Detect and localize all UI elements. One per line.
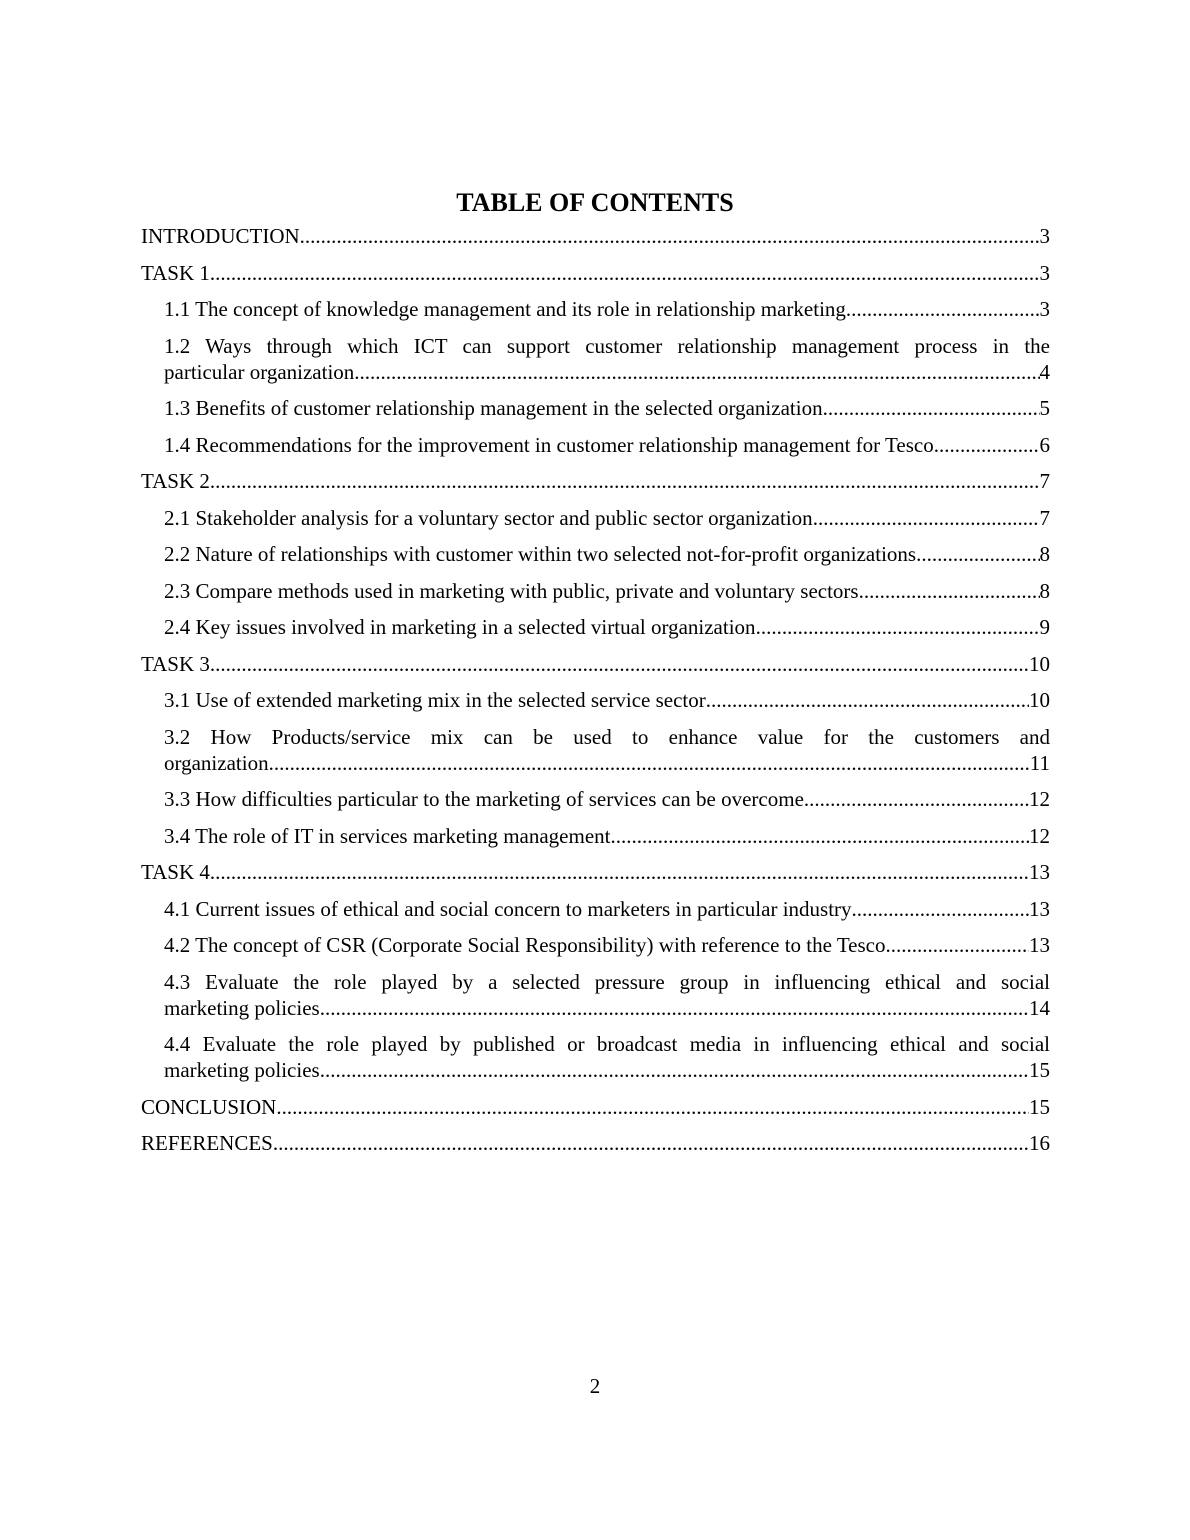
toc-entry-text: 3.1 Use of extended marketing mix in the selected service sector	[164, 688, 706, 712]
toc-subsection-entry[interactable]	[141, 932, 1050, 958]
toc-subsection-entry[interactable]	[141, 687, 1050, 713]
toc-entry-text: TASK 4	[141, 860, 210, 884]
toc-subsection-entry[interactable]	[141, 296, 1050, 322]
dot-leader	[823, 395, 1040, 421]
dot-leader	[706, 687, 1029, 713]
toc-entry-page-number: 15	[1029, 1058, 1050, 1082]
toc-entry-text-line: 4.4 Evaluate the role played by published or broadcast media in influencing ethical and social	[164, 1032, 1050, 1056]
toc-entry-row	[164, 823, 1050, 849]
toc-entry-page-number: 5	[1039, 396, 1050, 420]
toc-entry-text: 3.4 The role of IT in services marketing management	[164, 823, 611, 848]
toc-entry-page-number: 13	[1029, 860, 1050, 884]
toc-subsection-entry[interactable]	[141, 1031, 1050, 1083]
toc-entry-page-number: 12	[1029, 823, 1050, 848]
toc-entry-page-number: 3	[1039, 260, 1050, 285]
toc-entry-row	[164, 932, 1050, 958]
toc-section-entry[interactable]	[141, 1130, 1050, 1156]
toc-subsection-entry[interactable]	[141, 578, 1050, 604]
toc-subsection-entry[interactable]	[141, 724, 1050, 776]
toc-entry-row	[141, 260, 1050, 286]
toc-entry-text: 2.2 Nature of relationships with customer within two selected not-for-profit organizations	[164, 542, 917, 566]
toc-entry-page-number: 13	[1029, 933, 1050, 957]
toc-entry-page-number: 13	[1029, 896, 1050, 921]
toc-entry-row	[164, 1057, 1050, 1083]
toc-entry-text: 3.3 How difficulties particular to the marketing of services can be overcome	[164, 787, 804, 811]
toc-entry-page-number: 10	[1029, 651, 1050, 676]
toc-entry-row	[164, 750, 1050, 776]
toc-subsection-entry[interactable]	[141, 395, 1050, 421]
toc-entry-text: 2.1 Stakeholder analysis for a voluntary sector and public sector organization	[164, 505, 813, 530]
toc-entry-text: 1.1 The concept of knowledge management and its role in relationship marketing	[164, 297, 846, 321]
toc-entry-row	[164, 614, 1050, 640]
dot-leader	[756, 614, 1040, 640]
toc-entry-text: 4.1 Current issues of ethical and social concern to marketers in particular industry	[164, 896, 852, 921]
toc-entry-text: REFERENCES	[141, 1131, 273, 1155]
dot-leader	[804, 786, 1029, 812]
dot-leader	[611, 823, 1030, 849]
toc-subsection-entry[interactable]	[141, 541, 1050, 567]
dot-leader	[354, 359, 1039, 385]
dot-leader	[273, 1130, 1029, 1156]
page-number: 2	[589, 1374, 601, 1398]
dot-leader	[269, 750, 1030, 776]
toc-entry-text-line: 4.3 Evaluate the role played by a selected pressure group in influencing ethical and social	[164, 969, 1050, 994]
dot-leader	[320, 995, 1029, 1021]
toc-section-entry[interactable]	[141, 223, 1050, 249]
toc-entry-text: particular organization	[164, 359, 355, 384]
dot-leader	[813, 505, 1040, 531]
dot-leader	[300, 223, 1040, 249]
toc-entry-text: marketing policies	[164, 995, 320, 1020]
toc-entry-row	[164, 395, 1050, 421]
toc-entry-row	[164, 995, 1050, 1021]
toc-section-entry[interactable]	[141, 468, 1050, 494]
toc-entry-page-number: 8	[1039, 542, 1050, 566]
toc-title: TABLE OF CONTENTS	[456, 188, 734, 217]
dot-leader	[916, 541, 1039, 567]
toc-entry-page-number: 3	[1039, 297, 1050, 321]
toc-entry-text: TASK 2	[141, 469, 210, 493]
toc-entry-page-number: 6	[1039, 432, 1050, 457]
toc-entry-row	[164, 896, 1050, 922]
toc-subsection-entry[interactable]	[141, 432, 1050, 458]
dot-leader	[320, 1057, 1029, 1083]
toc-section-entry[interactable]	[141, 260, 1050, 286]
toc-entry-page-number: 8	[1039, 578, 1050, 603]
toc-subsection-entry[interactable]	[141, 896, 1050, 922]
toc-entry-text: marketing policies	[164, 1058, 320, 1082]
toc-entry-page-number: 3	[1039, 224, 1050, 248]
toc-entry-text: TASK 1	[141, 260, 210, 285]
dot-leader	[886, 932, 1030, 958]
dot-leader	[210, 468, 1040, 494]
toc-entry-page-number: 12	[1029, 787, 1050, 811]
toc-entry-row	[164, 505, 1050, 531]
toc-subsection-entry[interactable]	[141, 786, 1050, 812]
toc-entry-row	[164, 786, 1050, 812]
dot-leader	[859, 578, 1040, 604]
toc-entry-page-number: 11	[1029, 750, 1050, 775]
toc-section-entry[interactable]	[141, 1094, 1050, 1120]
toc-entry-page-number: 9	[1039, 615, 1050, 639]
dot-leader	[210, 859, 1029, 885]
toc-entry-row	[141, 1094, 1050, 1120]
toc-entry-page-number: 15	[1029, 1094, 1050, 1119]
dot-leader	[210, 260, 1040, 286]
table-of-contents	[141, 223, 1050, 1167]
toc-subsection-entry[interactable]	[141, 333, 1050, 385]
toc-entry-row	[141, 1130, 1050, 1156]
toc-entry-page-number: 10	[1029, 688, 1050, 712]
toc-entry-text: 4.2 The concept of CSR (Corporate Social Responsibility) with reference to the Tesco	[164, 933, 886, 957]
toc-entry-text: 2.3 Compare methods used in marketing with public, private and voluntary sectors	[164, 578, 859, 603]
dot-leader	[846, 296, 1040, 322]
toc-entry-page-number: 7	[1039, 505, 1050, 530]
toc-subsection-entry[interactable]	[141, 614, 1050, 640]
toc-entry-text: 1.4 Recommendations for the improvement in customer relationship management for Tesco	[164, 432, 934, 457]
toc-subsection-entry[interactable]	[141, 823, 1050, 849]
toc-entry-text: 1.3 Benefits of customer relationship management in the selected organization	[164, 396, 823, 420]
toc-entry-page-number: 14	[1029, 995, 1050, 1020]
dot-leader	[276, 1094, 1029, 1120]
toc-entry-text: INTRODUCTION	[141, 224, 300, 248]
toc-entry-row	[141, 468, 1050, 494]
toc-entry-text: TASK 3	[141, 651, 210, 676]
toc-entry-row	[164, 296, 1050, 322]
dot-leader	[934, 432, 1040, 458]
toc-entry-row	[164, 578, 1050, 604]
toc-section-entry[interactable]	[141, 651, 1050, 677]
dot-leader	[852, 896, 1029, 922]
toc-entry-row	[141, 859, 1050, 885]
toc-entry-text-line: 1.2 Ways through which ICT can support customer relationship management process in the	[164, 333, 1050, 358]
toc-entry-page-number: 4	[1039, 359, 1050, 384]
toc-entry-row	[164, 541, 1050, 567]
toc-entry-page-number: 16	[1029, 1131, 1050, 1155]
dot-leader	[210, 651, 1029, 677]
toc-entry-row	[141, 651, 1050, 677]
toc-subsection-entry[interactable]	[141, 505, 1050, 531]
toc-section-entry[interactable]	[141, 859, 1050, 885]
toc-entry-page-number: 7	[1039, 469, 1050, 493]
toc-entry-row	[164, 359, 1050, 385]
toc-entry-row	[164, 432, 1050, 458]
toc-entry-text: CONCLUSION	[141, 1094, 277, 1119]
toc-entry-text: 2.4 Key issues involved in marketing in a selected virtual organization	[164, 615, 756, 639]
toc-entry-row	[164, 687, 1050, 713]
toc-entry-text: organization	[164, 750, 269, 775]
toc-entry-row	[141, 223, 1050, 249]
toc-entry-text-line: 3.2 How Products/service mix can be used to enhance value for the customers and	[164, 724, 1050, 749]
toc-subsection-entry[interactable]	[141, 969, 1050, 1021]
